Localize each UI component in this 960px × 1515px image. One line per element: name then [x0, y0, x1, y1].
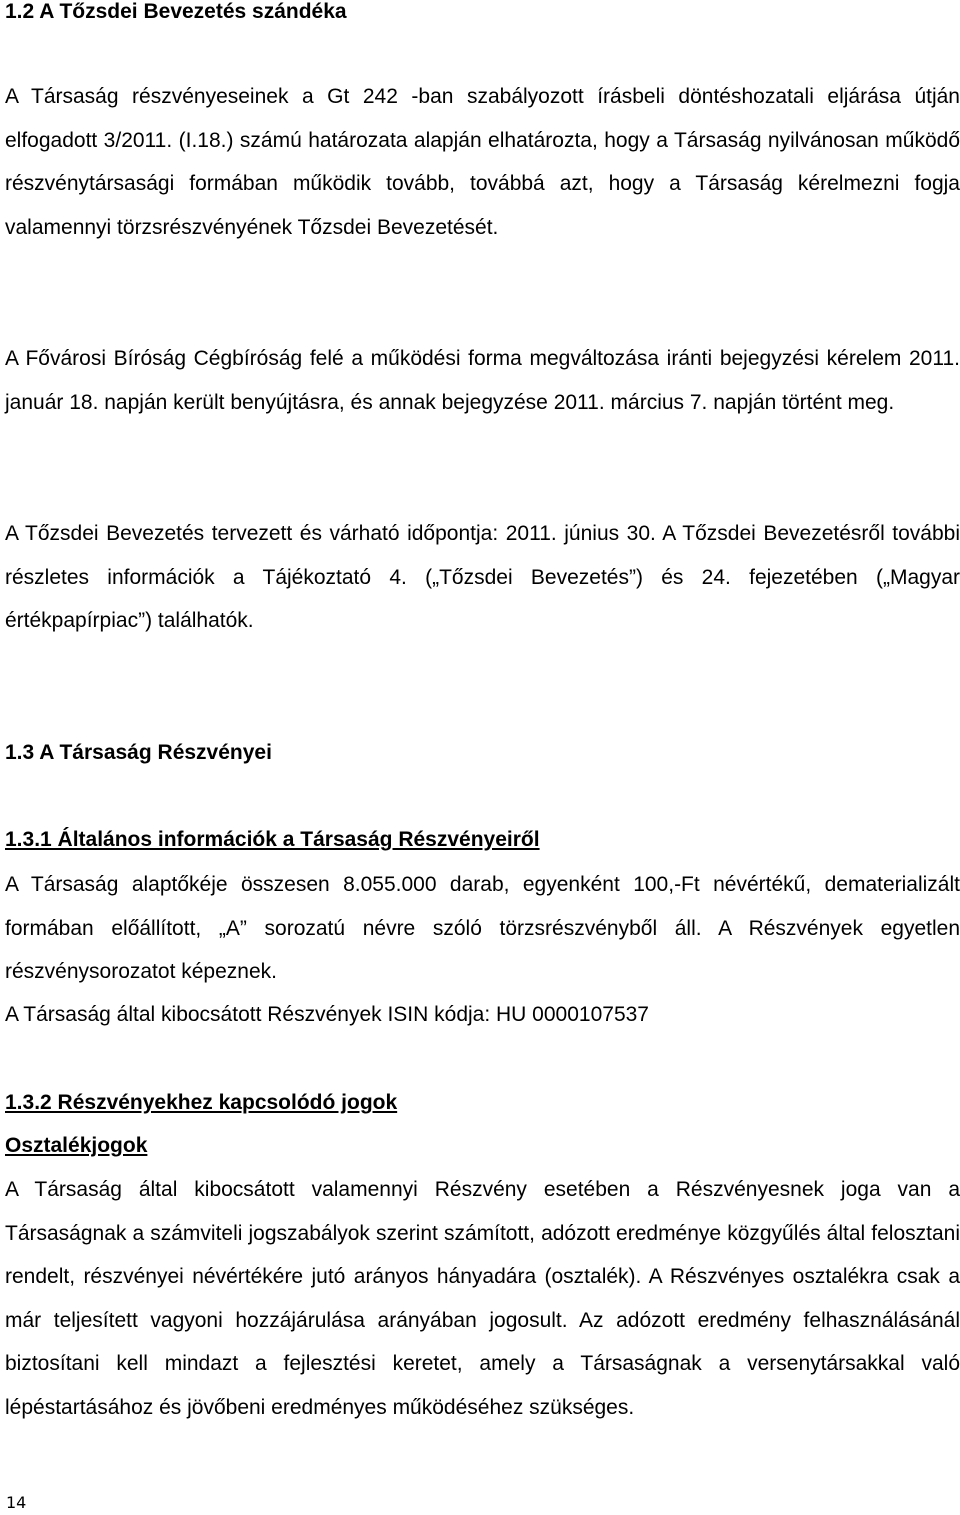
paragraph-dividend-rights: A Társaság által kibocsátott valamennyi Részvény esetében a Részvényesnek joga van a Társaságnak a számviteli jogszabályok szerint számított, adózott eredménye közgyűlés által felosztani rendelt, részvényei névértékére jutó arányos hányadára (osztalék). A Részvényes osztalékra csak a már teljesített vagyoni hozzájárulása arányában jogosult. Az adózott eredmény felhasználásánál biztosítani kell mindazt a fejlesztési keretet, amely a Társaságnak a versenytársakkal való lépéstartásához és jövőbeni eredményes működéséhez szükséges.: [5, 1178, 960, 1419]
paragraph-listing-date: A Tőzsdei Bevezetés tervezett és várható időpontja: 2011. június 30. A Tőzsdei Bevezetésről további részletes információk a Tájékoztató 4. („Tőzsdei Bevezetés”) és 24. fejezetében („Magyar értékpapírpiac”) találhatók.: [5, 522, 960, 632]
paragraph-court-registration: A Fővárosi Bíróság Cégbíróság felé a működési forma megváltozása iránti bejegyzési kérelem 2011. január 18. napján került benyújtásra, és annak bejegyzése 2011. március 7. napján történt meg.: [5, 347, 960, 414]
section-heading-1-3-1: 1.3.1 Általános információk a Társaság Részvényeiről: [5, 828, 540, 851]
paragraph-listing-intention: A Társaság részvényeseinek a Gt 242 -ban szabályozott írásbeli döntéshozatali eljárása útján elfogadott 3/2011. (I.18.) számú határozata alapján elhatározta, hogy a Társaság nyilvánosan működő részvénytársasági formában működik tovább, továbbá azt, hogy a Társaság kérelmezni fogja valamennyi törzsrészvényének Tőzsdei Bevezetését.: [5, 85, 960, 239]
paragraph-share-capital: A Társaság alaptőkéje összesen 8.055.000 darab, egyenként 100,-Ft névértékű, dematerializált formában előállított, „A” sorozatú névre szóló törzsrészvényből áll. A Részvények egyetlen részvénysorozatot képeznek.: [5, 873, 960, 983]
paragraph-isin: A Társaság által kibocsátott Részvények ISIN kódja: HU 0000107537: [5, 1003, 649, 1026]
section-heading-1-2: 1.2 A Tőzsdei Bevezetés szándéka: [5, 0, 347, 23]
section-heading-1-3: 1.3 A Társaság Részvényei: [5, 741, 272, 764]
section-heading-1-3-2: 1.3.2 Részvényekhez kapcsolódó jogok: [5, 1091, 398, 1114]
page-number: 14: [6, 1493, 27, 1512]
subheading-dividend-rights: Osztalékjogok: [5, 1134, 148, 1157]
